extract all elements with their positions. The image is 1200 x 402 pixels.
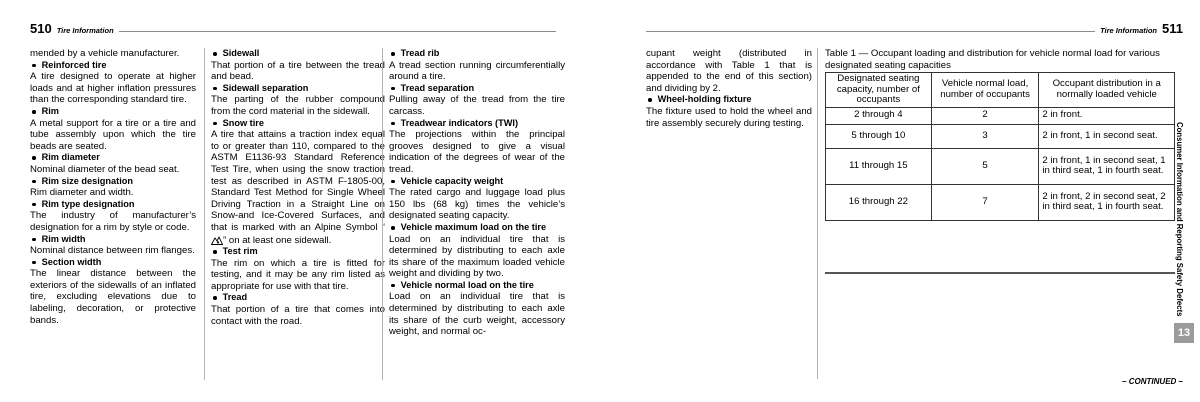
glossary-term: Rim diameter xyxy=(30,152,196,164)
glossary-definition: Load on an individual tire that is determined by distributing to each axle its share of the maximum loaded vehicle weight and dividing by two. xyxy=(389,233,565,280)
glossary-term: Tread xyxy=(211,292,385,304)
table-cell: 2 through 4 xyxy=(826,107,932,124)
continued-marker: – CONTINUED – xyxy=(1122,377,1183,386)
page-number: 511 xyxy=(1162,21,1183,36)
glossary-definition: The industry of manufacturer’s designation for a rim by style or code. xyxy=(30,210,196,233)
glossary-term: Section width xyxy=(30,257,196,269)
table-cell: 2 in front, 2 in second seat, 2 in third seat, 1 in fourth seat. xyxy=(1039,184,1175,220)
text-column-2 xyxy=(204,48,385,380)
bullet-icon xyxy=(391,52,395,56)
left-page-header xyxy=(30,21,556,35)
table-cell: 5 xyxy=(931,148,1039,184)
bullet-icon xyxy=(213,87,217,91)
bullet-icon xyxy=(32,203,36,207)
bullet-icon xyxy=(391,122,395,126)
glossary-term: Tread rib xyxy=(389,48,565,60)
glossary-definition: The projections within the principal grooves designed to give a visual indication of the degrees of wear of the tread. xyxy=(389,129,565,175)
glossary-definition: A metal support for a tire or a tire and tube assembly upon which the tire beads are seated. xyxy=(30,117,196,152)
column-header: Designated seating capacity, number of occupants xyxy=(826,73,932,108)
glossary-term: Test rim xyxy=(211,246,385,258)
table-section xyxy=(817,48,1180,379)
glossary-term: Sidewall separation xyxy=(211,83,385,95)
chapter-tab: 13 xyxy=(1174,323,1194,343)
glossary-term: Vehicle maximum load on the tire xyxy=(389,222,565,234)
table-cell: 16 through 22 xyxy=(826,184,932,220)
glossary-term: Rim xyxy=(30,106,196,118)
bullet-icon xyxy=(391,87,395,91)
column-header: Occupant distribution in a normally loaded vehicle xyxy=(1039,73,1175,108)
glossary-definition: The parting of the rubber compound from the cord material in the sidewall. xyxy=(211,94,385,117)
bullet-icon xyxy=(32,64,36,68)
glossary-definition: Rim diameter and width. xyxy=(30,187,134,199)
glossary-definition: Load on an individual tire that is determined by distributing to each axle its share of the curb weight, accessory weight, and normal oc- xyxy=(389,291,565,338)
glossary-definition: Nominal distance between rim flanges. xyxy=(30,245,195,257)
glossary-definition: The fixture used to hold the wheel and tire assembly securely during testing. xyxy=(646,105,812,129)
bullet-icon xyxy=(213,250,217,254)
text-column-4 xyxy=(646,48,812,380)
glossary-definition: The linear distance between the exteriors of the sidewalls of an inflated tire, excluding elevations due to labeling, decoration, or protective bands. xyxy=(30,268,196,326)
table-row xyxy=(826,148,1175,184)
right-page: Tire Information 511 cupant weight (distributed in accordance with Table 1 that is appended to the end of this section) and dividing by 2. Wheel-holding fixture The fixture used to hold the wheel and tire assembly securely during testing. Table 1 — Occupant loading and distribution for vehicle normal load for various designated seating capacities Designated seating capacity, number of occupants Vehicle normal load, number of occupants Occupant distribution in a normally loaded vehicle 2 through 4 2 2 in front. 5 through 10 3 2 in front, 1 in second seat. 11 through 15 5 2 in front, 1 in second seat, 1 in third seat, 1 in fourth seat. 16 through 22 7 2 in front, 2 in second seat, 2 in third seat, 1 in fourth seat. Consumer Information and Reporting Safety Defects 13 – CONTINUED – xyxy=(600,0,1200,402)
column-header: Vehicle normal load, number of occupants xyxy=(931,73,1039,108)
glossary-definition: The rated cargo and luggage load plus 150 lbs (68 kg) times the vehicle’s designated seating capacity. xyxy=(389,187,565,222)
header-rule xyxy=(119,31,556,33)
bullet-icon xyxy=(32,110,36,114)
glossary-term: Rim size designation xyxy=(30,176,196,188)
bullet-icon xyxy=(213,296,217,300)
bullet-icon xyxy=(391,180,395,184)
glossary-term: Rim type designation xyxy=(30,199,196,211)
text-column-3 xyxy=(382,48,565,380)
glossary-term: Vehicle normal load on the tire xyxy=(389,280,565,292)
occupant-loading-table xyxy=(825,72,1175,221)
glossary-definition: That portion of a tire that comes into contact with the road. xyxy=(211,304,385,327)
table-caption: Table 1 — Occupant loading and distribution for vehicle normal load for various designated seating capacities xyxy=(825,48,1160,71)
bullet-icon xyxy=(391,284,395,288)
table-bottom-rule xyxy=(825,272,1175,274)
bullet-icon xyxy=(213,52,217,56)
header-rule xyxy=(646,31,1095,33)
alpine-snowflake-icon xyxy=(211,235,223,248)
glossary-definition: Pulling away of the tread from the tire carcass. xyxy=(389,94,565,117)
glossary-term: Snow tire xyxy=(211,118,385,130)
glossary-term: Vehicle capacity weight xyxy=(389,176,565,188)
bullet-icon xyxy=(32,238,36,242)
table-cell: 7 xyxy=(931,184,1039,220)
table-cell: 3 xyxy=(931,124,1039,148)
bullet-icon xyxy=(648,98,652,102)
glossary-term: Reinforced tire xyxy=(30,60,196,72)
glossary-term: Sidewall xyxy=(211,48,385,60)
glossary-definition: A tire designed to operate at higher loads and at higher inflation pressures than the corresponding standard tire. xyxy=(30,71,196,106)
table-cell: 2 in front, 1 in second seat. xyxy=(1039,124,1175,148)
table-row xyxy=(826,124,1175,148)
right-page-header xyxy=(646,21,1183,35)
text-column-1 xyxy=(30,48,196,380)
bullet-icon xyxy=(32,261,36,265)
section-title: Tire Information xyxy=(56,26,114,35)
glossary-definition: Nominal diameter of the bead seat. xyxy=(30,163,180,175)
glossary-definition: That portion of a tire between the tread and bead. xyxy=(211,59,385,83)
glossary-term: Treadwear indicators (TWI) xyxy=(389,118,565,130)
glossary-term: Rim width xyxy=(30,234,196,246)
glossary-definition: A tire that attains a traction index equal to or greater than 110, compared to the ASTM E1136-93 Standard Reference Test Tire, when using the snow traction test as described in ASTM F-1805-00, Standard Test Method for Single Wheel Driving Traction in a Straight Line on Snow-and Ice-Covered Surfaces, and that is marked with an Alpine Symbol “” on at least one sidewall. xyxy=(211,129,385,246)
table-cell: 2 in front, 1 in second seat, 1 in third seat, 1 in fourth seat. xyxy=(1039,148,1175,184)
glossary-term: Tread separation xyxy=(389,83,565,95)
table-cell: 5 through 10 xyxy=(826,124,932,148)
table-header-row xyxy=(826,73,1175,108)
table-row xyxy=(826,184,1175,220)
table-cell: 11 through 15 xyxy=(826,148,932,184)
bullet-icon xyxy=(391,226,395,230)
table-cell: 2 xyxy=(931,107,1039,124)
bullet-icon xyxy=(32,156,36,160)
bullet-icon xyxy=(32,180,36,184)
continued-paragraph: cupant weight (distributed in accordance with Table 1 that is appended to the end of this section) and dividing by 2. xyxy=(646,48,812,94)
glossary-term: Wheel-holding fixture xyxy=(646,94,812,106)
glossary-definition: A tread section running circumferentially around a tire. xyxy=(389,59,565,83)
table-cell: 2 in front. xyxy=(1039,107,1175,124)
continued-paragraph: mended by a vehicle manufacturer. xyxy=(30,48,180,59)
page-number: 510 xyxy=(30,21,52,36)
bullet-icon xyxy=(213,122,217,126)
glossary-definition: The rim on which a tire is fitted for testing, and it may be any rim listed as appropriate for use with that tire. xyxy=(211,257,385,292)
table-row xyxy=(826,107,1175,124)
section-title: Tire Information xyxy=(1100,26,1158,35)
